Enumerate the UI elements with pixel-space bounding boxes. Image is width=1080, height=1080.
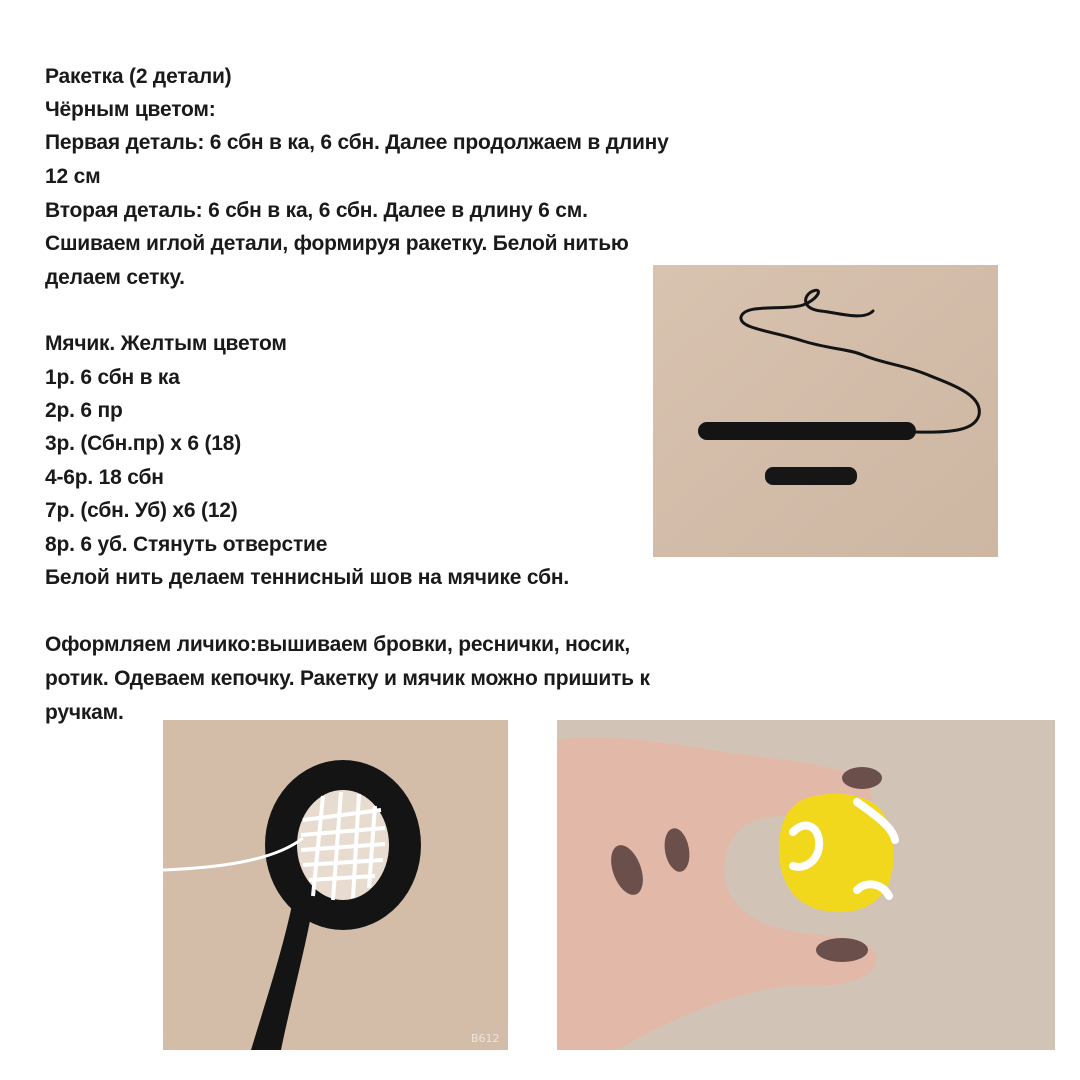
ball-row-2: 2р. 6 пр bbox=[45, 399, 123, 422]
ball-row-5: 7р. (сбн. Уб) х6 (12) bbox=[45, 499, 238, 522]
photo-tennis-ball bbox=[557, 720, 1055, 1050]
ball-seam-line: Белой нить делаем теннисный шов на мячике сбн. bbox=[45, 566, 569, 589]
racket-part2-line: Вторая деталь: 6 сбн в ка, 6 сбн. Далее в длину 6 см. bbox=[45, 199, 588, 222]
photo-racket-mesh bbox=[163, 720, 508, 1050]
racket-color-line: Чёрным цветом: bbox=[45, 98, 216, 121]
face-line-c: ручкам. bbox=[45, 701, 124, 724]
ball-row-3: 3р. (Сбн.пр) х 6 (18) bbox=[45, 432, 242, 455]
racket-title: Ракетка (2 детали) bbox=[45, 65, 232, 88]
watermark-text: B612 bbox=[471, 1032, 500, 1045]
ball-title: Мячик. Желтым цветом bbox=[45, 332, 287, 355]
racket-part1-line-a: Первая деталь: 6 сбн в ка, 6 сбн. Далее продолжаем в длину bbox=[45, 131, 669, 154]
face-line-a: Оформляем личико:вышиваем бровки, реснички, носик, bbox=[45, 633, 631, 656]
racket-sew-line-b: делаем сетку. bbox=[45, 266, 185, 289]
photo-racket-strips bbox=[653, 265, 998, 557]
ball-row-6: 8р. 6 уб. Стянуть отверстие bbox=[45, 533, 328, 556]
ball-row-1: 1р. 6 сбн в ка bbox=[45, 366, 180, 389]
racket-sew-line-a: Сшиваем иглой детали, формируя ракетку. Белой нитью bbox=[45, 232, 629, 255]
racket-part1-line-b: 12 см bbox=[45, 165, 101, 188]
face-line-b: ротик. Одеваем кепочку. Ракетку и мячик можно пришить к bbox=[45, 667, 650, 690]
ball-row-4: 4-6р. 18 сбн bbox=[45, 466, 164, 489]
